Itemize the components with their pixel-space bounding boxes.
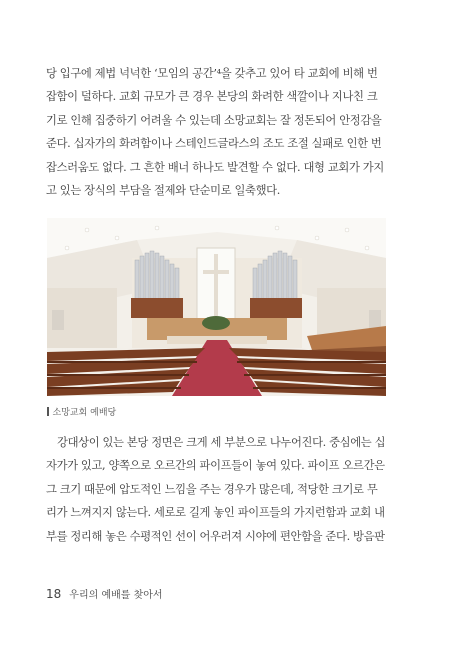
- photo-caption: [47, 405, 116, 418]
- body-paragraph-bottom: [46, 431, 428, 548]
- text-line: 그 크기 때문에 압도적인 느낌을 주는 경우가 많은데, 적당한 크기로 무: [46, 482, 378, 496]
- running-title: 우리의 예배를 찾아서: [69, 590, 163, 601]
- text-line: 잡스러움도 없다. 그 흔한 배너 하나도 발견할 수 없다. 대형 교회가 가지: [46, 160, 384, 174]
- text-line: 고 있는 장식의 부담을 절제와 단순미로 일축했다.: [46, 184, 280, 198]
- text-line: 강대상이 있는 본당 정면은 크게 세 부분으로 나누어진다. 중심에는 십: [57, 436, 386, 449]
- church-interior-photo: [47, 218, 386, 396]
- text-line: 기로 인해 집중하기 어려울 수 있는데 소망교회는 잘 정돈되어 안정감을: [46, 113, 382, 127]
- page-number: 18: [46, 587, 62, 601]
- text-line: 리가 느껴지지 않는다. 세로로 길게 놓인 파이프들의 가지런함과 교회 내: [46, 506, 385, 520]
- church-interior-illustration: [47, 218, 386, 396]
- caption-marker: [47, 407, 49, 416]
- text-line: 부를 정리해 놓은 수평적인 선이 어우러져 시야에 편안함을 준다. 방음판: [46, 529, 385, 543]
- text-line: 당 입구에 제법 넉넉한 ‘모임의 공간’⁴을 갖추고 있어 타 교회에 비해 번: [46, 67, 378, 80]
- body-paragraph-top: [46, 62, 428, 202]
- text-line: 자가가 있고, 양쪽으로 오르간의 파이프들이 놓여 있다. 파이프 오르간은: [46, 459, 385, 473]
- page-footer: [46, 586, 163, 601]
- photo-caption-text: 소망교회 예배당: [52, 408, 117, 418]
- text-line: 준다. 십자가의 화려함이나 스테인드글라스의 조도 조절 실패로 인한 번: [46, 137, 382, 151]
- text-line: 잡함이 덜하다. 교회 규모가 큰 경우 본당의 화려한 색깔이나 지나친 크: [46, 90, 378, 104]
